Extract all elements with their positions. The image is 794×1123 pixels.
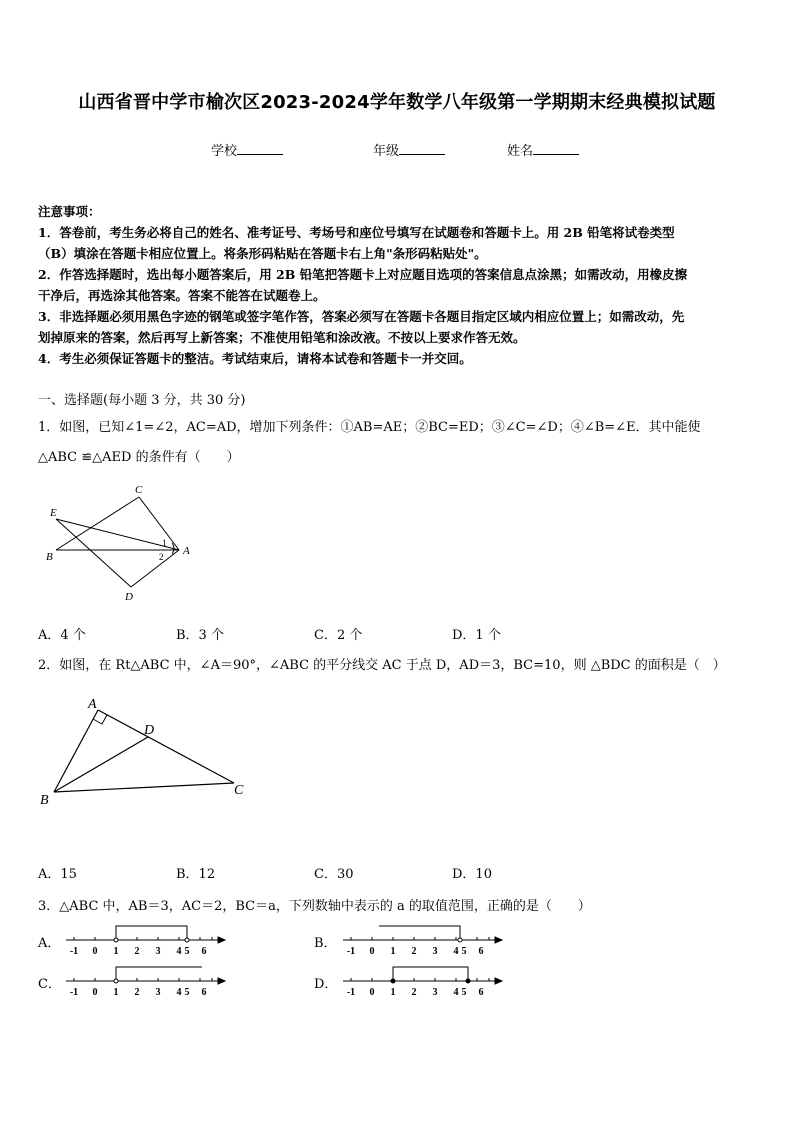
label-B: B <box>40 793 49 808</box>
seg-DA <box>131 550 179 587</box>
seg-CB <box>56 497 139 550</box>
notice-heading: 注意事项： <box>38 204 101 219</box>
label-D: D <box>144 723 155 738</box>
tick-label: 0 <box>92 987 98 998</box>
notice-line: （B）填涂在答题卡相应位置上。将条形码粘贴在答题卡右上角"条形码粘贴处"。 <box>38 246 487 261</box>
q1-stem-2: △ABC ≌△AED 的条件有（ ） <box>38 450 240 465</box>
label-C: C <box>234 783 244 798</box>
tick-label: 4 <box>453 987 459 998</box>
tick-label: -1 <box>69 946 79 957</box>
school-label: 学校 <box>211 144 238 159</box>
q2-option-c: C．30 <box>314 867 354 882</box>
seg-BC <box>54 783 234 792</box>
label-A: A <box>88 697 97 712</box>
notice-line: 3．非选择题必须用黑色字迹的钢笔或签字笔作答，答案必须写在答题卡各题目指定区域内相应位置上；如需改动，先 <box>38 309 685 324</box>
angle-1-label: 1 <box>162 538 167 548</box>
q3-option-d-label: D． <box>314 977 338 992</box>
tick-label: 6 <box>201 987 207 998</box>
notice-section <box>38 201 758 369</box>
tick-label: 1 <box>390 987 396 998</box>
label-D: D <box>125 591 133 603</box>
tick-label: 4 <box>453 946 459 957</box>
tick-label: 1 <box>390 946 396 957</box>
tick-label: 0 <box>92 946 98 957</box>
q1-option-d: D．1 个 <box>452 628 501 643</box>
school-blank <box>237 142 283 155</box>
grade-field <box>373 140 445 159</box>
angle-2-label: 2 <box>159 552 164 562</box>
tick-label: 0 <box>369 946 375 957</box>
label-B: B <box>46 551 53 563</box>
number-line-a <box>64 922 229 958</box>
q1-option-b: B．3 个 <box>176 628 224 643</box>
q2-figure <box>36 692 256 810</box>
name-blank <box>533 142 579 155</box>
page-title: 山西省晋中学市榆次区2023-2024学年数学八年级第一学期期末经典模拟试题 <box>78 92 716 113</box>
q2-stem: 2．如图，在 Rt△ABC 中，∠A＝90°，∠ABC 的平分线交 AC 于点 D，AD＝3，BC=10，则 △BDC 的面积是（ ） <box>38 658 726 673</box>
q2-option-a: A．15 <box>38 867 77 882</box>
tick-label: 4 <box>176 987 182 998</box>
tick-label: -1 <box>346 987 356 998</box>
tick-label: 2 <box>411 987 417 998</box>
seg-EA <box>56 519 179 550</box>
range-bracket <box>116 926 187 938</box>
tick-label: 1 <box>113 987 119 998</box>
notice-line: 4．考生必须保证答题卡的整洁。考试结束后，请将本试卷和答题卡一并交回。 <box>38 351 472 366</box>
tick-label: -1 <box>346 946 356 957</box>
number-line-b <box>341 922 506 958</box>
tick-label: 1 <box>113 946 119 957</box>
range-bracket <box>116 967 202 979</box>
tick-label: 3 <box>155 946 161 957</box>
q1-option-a: A．4 个 <box>38 628 86 643</box>
q1-stem: 1．如图，已知∠1=∠2，AC=AD，增加下列条件：①AB=AE；②BC=ED；③∠C=∠D；④∠B=∠E．其中能使 <box>38 420 701 435</box>
q3-option-a-label: A． <box>38 936 61 951</box>
name-label: 姓名 <box>507 144 534 159</box>
tick-label: 3 <box>432 987 438 998</box>
seg-AC <box>98 710 234 783</box>
number-line-d <box>341 963 506 999</box>
tick-label: 4 <box>176 946 182 957</box>
tick-label: 6 <box>201 946 207 957</box>
q3-option-b-label: B． <box>314 936 337 951</box>
q3-stem: 3．△ABC 中，AB＝3，AC＝2，BC＝a，下列数轴中表示的 a 的取值范围，正确的是（ ） <box>38 899 591 914</box>
range-bracket <box>393 967 468 979</box>
range-bracket <box>379 926 460 938</box>
tick-label: 3 <box>432 946 438 957</box>
tick-label: 2 <box>134 946 140 957</box>
label-C: C <box>135 484 143 496</box>
q2-option-b: B．12 <box>176 867 216 882</box>
notice-line: 划掉原来的答案，然后再写上新答案；不准使用铅笔和涂改液。不按以上要求作答无效。 <box>38 330 526 345</box>
school-field <box>211 140 283 159</box>
seg-CA <box>139 497 179 550</box>
grade-blank <box>399 142 445 155</box>
label-E: E <box>50 507 57 519</box>
notice-line: 2．作答选择题时，选出每小题答案后，用 2B 铅笔把答题卡上对应题目选项的答案信息点涂黑；如需改动，用橡皮擦 <box>38 267 688 282</box>
tick-label: 5 <box>184 987 190 998</box>
number-line-c <box>64 963 229 999</box>
section-heading: 一、选择题(每小题 3 分，共 30 分) <box>38 393 246 408</box>
seg-ED <box>56 519 131 587</box>
q3-option-c-label: C． <box>38 977 61 992</box>
notice-line: 1．答卷前，考生务必将自己的姓名、准考证号、考场号和座位号填写在试题卷和答题卡上。用 2B 铅笔将试卷类型 <box>38 225 675 240</box>
tick-label: 2 <box>134 987 140 998</box>
grade-label: 年级 <box>373 144 400 159</box>
tick-label: 6 <box>478 987 484 998</box>
label-A: A <box>183 545 190 557</box>
notice-line: 干净后，再选涂其他答案。答案不能答在试题卷上。 <box>38 288 326 303</box>
tick-label: 0 <box>369 987 375 998</box>
q1-option-c: C．2 个 <box>314 628 363 643</box>
q2-option-d: D．10 <box>452 867 492 882</box>
tick-label: 3 <box>155 987 161 998</box>
tick-label: 5 <box>184 946 190 957</box>
tick-label: 2 <box>411 946 417 957</box>
tick-label: 6 <box>478 946 484 957</box>
tick-label: 5 <box>461 946 467 957</box>
name-field <box>507 140 579 159</box>
tick-label: 5 <box>461 987 467 998</box>
tick-label: -1 <box>69 987 79 998</box>
q1-figure <box>38 482 208 607</box>
